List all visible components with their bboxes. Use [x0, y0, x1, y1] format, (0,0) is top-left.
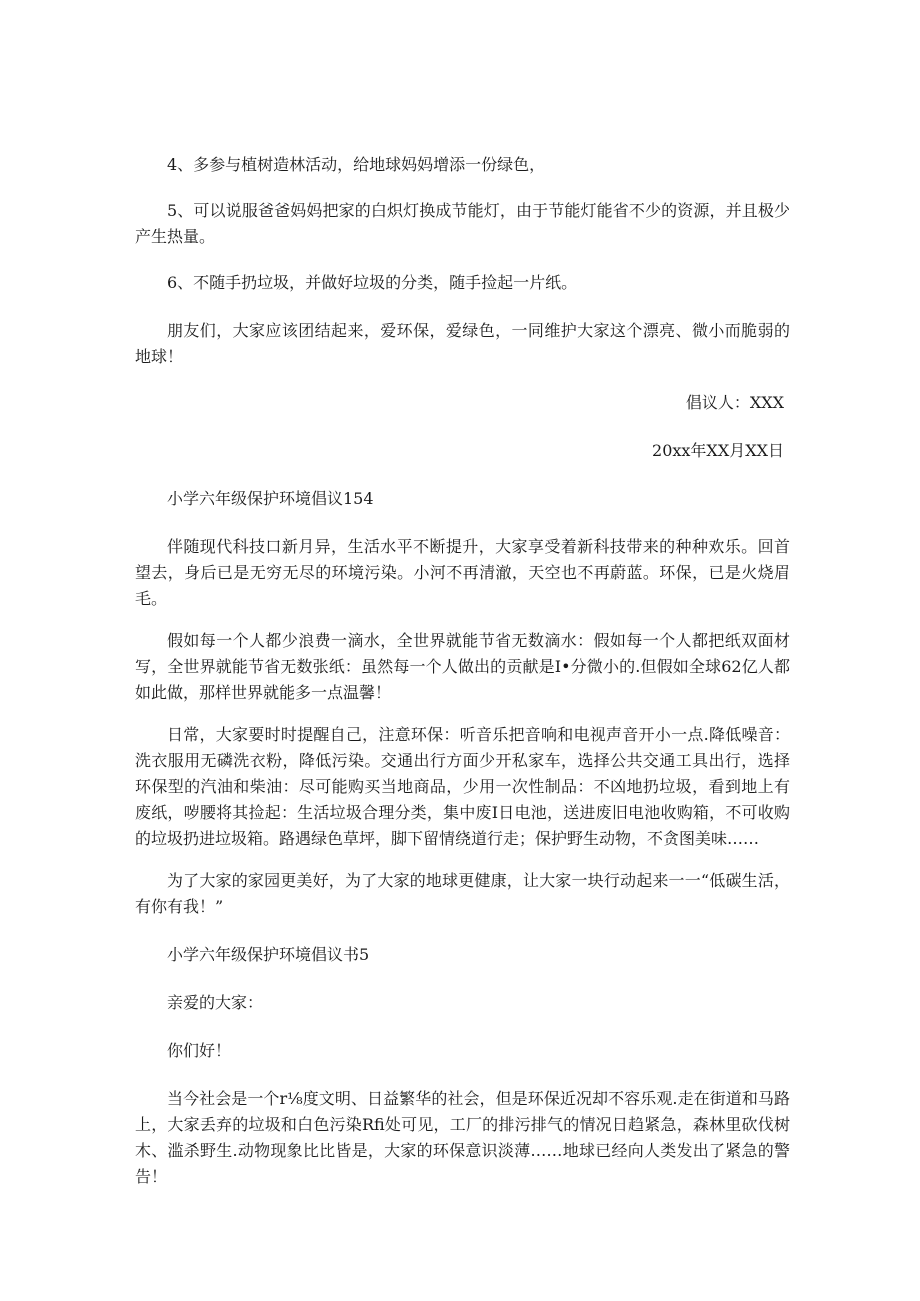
document-page — [135, 152, 790, 1190]
greeting: 你们好！ — [167, 1041, 232, 1060]
salutation: 亲爱的大家： — [167, 993, 264, 1012]
body-paragraph: 当今社会是一个r⅛度文明、日益繁华的社会，但是环保近况却不容乐观.走在街道和马路上，大家丢弃的垃圾和白色污染Rfi处可见，工厂的排污排气的情况日趋紧急，森林里砍伐树木、滥杀野生.动物现象比比皆是，大家的环保意识淡薄……地球已经向人类发出了紧急的警告！ — [135, 1089, 790, 1186]
section-title: 小学六年级保护环境倡议154 — [167, 489, 374, 508]
body-paragraph: 为了大家的家园更美好，为了大家的地球更健康，让大家一块行动起来一一“低碳生活，有你有我！” — [135, 871, 790, 916]
list-item-6: 6、不随手扔垃圾，并做好垃圾的分类，随手捡起一片纸。 — [167, 273, 578, 292]
closing-paragraph: 朋友们，大家应该团结起来，爱环保，爱绿色，一同维护大家这个漂亮、微小而脆弱的地球！ — [135, 321, 790, 366]
list-item-5: 5、可以说服爸爸妈妈把家的白炽灯换成节能灯，由于节能灯能省不少的资源，并且极少产生热量。 — [135, 201, 790, 246]
body-paragraph: 伴随现代科技口新月异，生活水平不断提升，大家享受着新科技带来的种种欢乐。回首望去，身后已是无穷无尽的环境污染。小河不再清澈，天空也不再蔚蓝。环保，已是火烧眉毛。 — [135, 537, 790, 608]
body-paragraph: 假如每一个人都少浪费一滴水，全世界就能节省无数滴水：假如每一个人都把纸双面材写，全世界就能节省无数张纸：虽然每一个人做出的贡献是I•分微小的.但假如全球62亿人都如此做，那样世界就能多一点温馨！ — [135, 631, 790, 702]
section-title: 小学六年级保护环境倡议书5 — [167, 945, 370, 964]
list-item-4: 4、多参与植树造林活动，给地球妈妈增添一份绿色， — [167, 155, 546, 174]
body-paragraph: 日常，大家要时时提醒自己，注意环保：听音乐把音响和电视声音开小一点.降低噪音：洗衣服用无磷洗衣粉，降低污染。交通出行方面少开私家车，选择公共交通工具出行，选择环保型的汽油和柴油：尽可能购买当地商品，少用一次性制品：不凶地扔垃圾，看到地上有废纸，哕腰将其捡起：生活垃圾合理分类，集中废I日电池，送进废旧电池收购箱，不可收购的垃圾扔进垃圾箱。路遇绿色草坪，脚下留情绕道行走；保护野生动物，不贪图美味…… — [135, 725, 790, 848]
signature-initiator: 倡议人：XXX — [685, 393, 784, 412]
signature-date: 20xx年XX月XX日 — [652, 441, 784, 460]
